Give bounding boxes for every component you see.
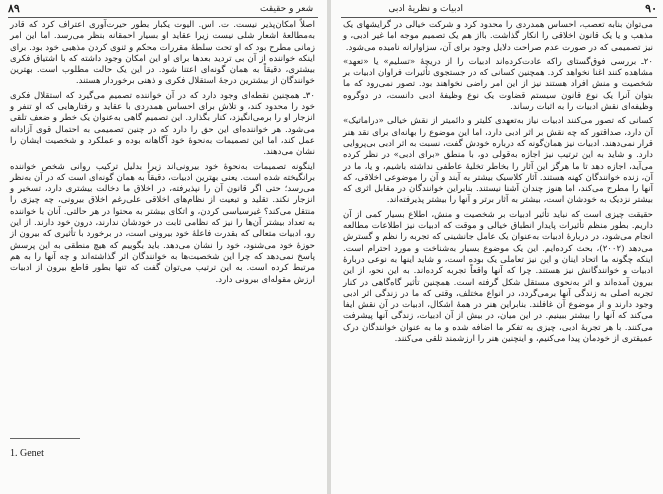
- paragraph: کسانی که تصور می‌کنند ادبیات نیاز به‌تعهدی کلیتر و دائمیتر از نقش خیالی «دراماتیک» آن دارد، صداقتور که چه نقش بر اثر ادبی دارد، اما این موضوع را بهانه‌ای برای نقد هنر قرار نمی‌دهند. ادبیات نیز همان‌گونه که درباره خودش گفت، نسبت به اثر ادبی بی‌پروایی دارد. و شاید به این ترتیب نیز اجازه به‌قولی دو، با منطق «برای ادبی» در نظر کرده می‌آید، اجازه دهد تا ما هرگز این آثار را بخاطر تخلیهٔ عاطفی نداشته باشیم، و یا، ما در آن، زنده خوانندگان کهنه هستند. آثار کلاسیک بیشتر به آیند و آن را موضوعی اخلاقی، که آنها را مطرح می‌کند، اما هنوز چندان آشنا نیستند. بنابراین خوانندگان در مقابل اثری که بیشتر نزدیک به خودشان است، بیشتر به آثار برتر و آنها را بیشتر پذیرفته‌اند.: [343, 116, 653, 206]
- running-head: شعر و حقیقت: [260, 4, 314, 14]
- paragraph: اصلاً امکان‌پذیر نیست. ت. اس. الیوت یکبار بطور حیرت‌آوری اعتراف کرد که قادر به‌مطالعهٔ اشعار شلی نیست زیرا عقاید او بسیار احمقانه بنظر می‌رسد. اما این امر زمانی مطرح بود که او تحت سلطهٔ مقررات محکم و ثنوی کردن مذهبی خود بود. برای اینکه خواننده از آن بی تردید بعدها برای او این امکان وجود داشته که با اشتیاق فکری بیشتری، دقیقاً به همان گونه‌ای اعتنا شود. در این یک حالت مطلوب است. بهترین خوانندگان از بیشترین درجهٔ استقلال فکری و ذهنی برخوردار هستند.: [10, 20, 315, 87]
- left-page: [0, 0, 328, 494]
- paragraph: ۳۰ـ همچنین نقطه‌ای وجود دارد که در آن خواننده تصمیم می‌گیرد که استقلال فکری خود را محدود کند، و تلاش برای احساس همدردی با عقاید و رفتارهایی که او تنفر و انزجار او را برمی‌انگیزد، کنار بگذارد. این تصمیم گاهی به‌عنوان یک خطر و ضعف تلقی می‌شود. هر خواننده‌ای این حق را دارد که در چنین تصمیمی به احتمال قوی آزادانه عمل کند، اما این تصمیمات به‌نحوهٔ خود آگاهانه بوده و عملکرد و شخصیت ایشان را نشان می‌دهند.: [10, 90, 315, 158]
- running-head: ادبیات و نظریهٔ ادبی: [388, 4, 463, 14]
- page-number: ۸۹: [8, 2, 20, 15]
- page-body: [10, 20, 315, 289]
- paragraph: ۲۰ـ بررسی فوق‌گستای راکه عادت‌کرده‌اند ادبیات را از دریچهٔ «تسلیم» یا «تعهد» مشاهده کنند اغنا نخواهد کرد. همچنین کسانی که در جستجوی تأثیرات فراوان ادبیات بر شخصیت و منش افراد هستند نیز از این امر راضی نخواهند بود. تصور نمی‌رود که ما بتوان آنرا یک نوع قانون سیستم قضاوت یک نوع وظیفهٔ ادبی دانست، در دوگروه وظیفه‌ای نقش ادبیات را به اثبات رساند.: [343, 56, 653, 113]
- paragraph: می‌توان بنابه تعصب، احساس همدردی را محدود کرد و شرکت خیالی در گرایشهای یک مذهب و یا یک قانون اخلاقی را انکار گذاشت. بااز هم یک تصمیم موجه اما غیر ادبی، و نیز تصمیمی که در صورت عدم صراحت دلایل وجود برای آن، سزاوارانه نامیده می‌شود.: [343, 20, 653, 53]
- footnote: 1. Genet: [10, 448, 44, 459]
- paragraph: اینگونه تصمیمات به‌نحوهٔ خود بیرونی‌اند زیرا بدلیل ترکیب روانی شخص خواننده برانگیخته شده است. یعنی بهترین ادبیات، دقیقاً به همان گونه‌ای است که در آن به‌نظر می‌رسد؛ حتی اگر قانون آن را نپذیرفته، در اخلاق ما دخالت بیشتری دارد، تسخیر و انزجار نکند. تقلید و تبعیت از نظام‌های اخلاقی علی‌رغم اخلاق بیرونی، چه چیزی را منتقل می‌کند؟ غیرسیاسی کردن، و اتکای بیشتر به محتوا در هر حالتی. آنان با خواننده به تعداد بیشتر آن‌ها را نیز که نظامی ثابت در خودشان ندارند، درون خود دارند. از این رو، ادبیات متعالی که بقدرت فاعلهٔ خود بیرونی است، در برخورد با تأثیری که بیرون از حوزهٔ خود می‌شنود، خود را نشان می‌دهد. باید بگوییم که هیچ منطقی به این پرسش پاسخ نمی‌دهد که چرا این شخصیت‌ها به خوانندگان اثر گذاشته‌اند و چه آنها را به هم مرتبط کرده است. به این ترتیب می‌توان گفت که تنها بطور قاطع بیرون از ادبیات ارزش مقوله‌ای بیرونی دارد.: [10, 161, 315, 285]
- page-body: [343, 20, 653, 348]
- footnote-rule: [10, 438, 80, 439]
- page-number: ۹۰: [645, 2, 657, 15]
- header-rule: [341, 17, 657, 18]
- right-page: [331, 0, 663, 494]
- header-rule: [8, 17, 318, 18]
- paragraph: حقیقت چیزی است که نباید تأثیر ادبیات بر شخصیت و منش، اطلاع بسیار کمی از آن داریم. بطور منظم تأثیرات پایدار انطباق خیالی و موقت که ادبیات نیز اطلاعات مطالعه انجام می‌شود، در دربارهٔ ادبیات به‌عنوان یک عامل جانشینی که تجربه را نظم و گسترش می‌دهد (۲۰۰۲)، بحث کرده‌ایم. این یک موضوع بسیار به‌شناخت و مورد احترام است. اینکه چگونه ما اتحاد اینان و این نیز تعاملی یک بوده است، و شاید اینها به نوعی دربارهٔ ادبیات و خوانندگانش نیز هستند. چرا که آنها واقعاً تجربه کرده‌اند. به این نحو، از این بیرون آمده‌اند و اثر به‌نحوی مستقل شکل گرفته است. همچنین تأثیر گاه‌گاهی در کنار تجربه اصلی به زندگی آنها برمی‌گردد، در انواع مختلف، وقتی که ما در زندگی اثر ادبی وجود دارند و از موضوع آن غافلند. بنابراین هنر در همهٔ اشکال، ادبیات در آن نقش ایفا می‌کند که آنها را بیشتر ببینیم. در این میان، در بیش از آن ادبیات، زندگی آنها پیشرفت می‌کنند. با هر تجربهٔ ادبی، چیزی به تفکر ما اضافه شده و ما به عنوان خوانندگان درک عمیقتری از خودمان پیدا می‌کنیم، و اینچنین هنر را ارزشمند تلقی می‌کنند.: [343, 209, 653, 345]
